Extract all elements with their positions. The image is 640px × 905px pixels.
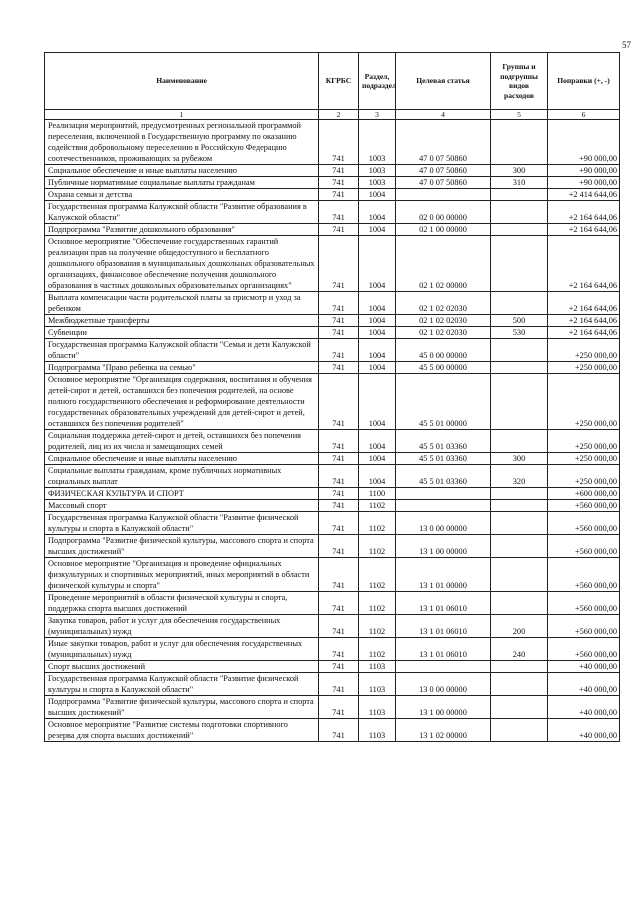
row-group-cell [491, 512, 548, 535]
row-ktrbs-cell: 741 [319, 500, 359, 512]
row-group-cell: 300 [491, 453, 548, 465]
row-ktrbs-cell: 741 [319, 430, 359, 453]
row-section-cell: 1003 [359, 165, 396, 177]
table-row [45, 315, 620, 327]
row-target-cell: 45 5 01 03360 [396, 465, 491, 488]
row-section-cell: 1102 [359, 500, 396, 512]
row-amount-cell: +250 000,00 [548, 465, 620, 488]
row-section-cell: 1004 [359, 339, 396, 362]
row-ktrbs-cell: 741 [319, 535, 359, 558]
row-section-cell: 1102 [359, 638, 396, 661]
row-section-cell: 1103 [359, 673, 396, 696]
row-section-cell: 1102 [359, 592, 396, 615]
row-name-cell: Социальная поддержка детей-сирот и детей, оставшихся без попечения родителей, лиц из их числа и замещающих семей [45, 430, 319, 453]
row-section-cell: 1003 [359, 177, 396, 189]
row-section-cell: 1004 [359, 453, 396, 465]
row-name-cell: Социальное обеспечение и иные выплаты населению [45, 453, 319, 465]
row-amount-cell: +250 000,00 [548, 362, 620, 374]
row-name-cell: Государственная программа Калужской области "Развитие образования в Калужской области" [45, 201, 319, 224]
row-ktrbs-cell: 741 [319, 327, 359, 339]
row-target-cell [396, 500, 491, 512]
row-ktrbs-cell: 741 [319, 339, 359, 362]
row-amount-cell: +90 000,00 [548, 120, 620, 165]
row-section-cell: 1004 [359, 327, 396, 339]
table-row [45, 488, 620, 500]
row-target-cell: 02 1 02 02030 [396, 315, 491, 327]
row-group-cell [491, 696, 548, 719]
row-name-cell: Государственная программа Калужской области "Развитие физической культуры и спорта в Калужской области" [45, 512, 319, 535]
row-name-cell: Выплата компенсации части родительской платы за присмотр и уход за ребенком [45, 292, 319, 315]
row-amount-cell: +2 164 644,06 [548, 327, 620, 339]
row-group-cell: 320 [491, 465, 548, 488]
row-name-cell: Основное мероприятие "Организация содержания, воспитания и обучения детей-сирот и детей, оставшихся без попечения родителей, на основе полного государственного обеспечения и реформирование деятельности государственных образовательных учреждений для детей-сирот и детей, оставшихся без попечения родителей" [45, 374, 319, 430]
row-section-cell: 1103 [359, 661, 396, 673]
row-amount-cell: +2 164 644,06 [548, 201, 620, 224]
row-target-cell: 45 5 00 00000 [396, 362, 491, 374]
row-name-cell: Основное мероприятие "Развитие системы подготовки спортивного резерва для спорта высших достижений" [45, 719, 319, 742]
row-name-cell: Спорт высших достижений [45, 661, 319, 673]
table-row [45, 453, 620, 465]
header-amendments: Поправки (+, -) [548, 53, 620, 110]
column-number: 4 [396, 110, 491, 120]
row-group-cell: 300 [491, 165, 548, 177]
row-amount-cell: +40 000,00 [548, 696, 620, 719]
row-amount-cell: +250 000,00 [548, 339, 620, 362]
table-row [45, 512, 620, 535]
row-target-cell: 13 1 02 00000 [396, 719, 491, 742]
row-group-cell [491, 362, 548, 374]
header-groups: Группы и подгруппы видов расходов [491, 53, 548, 110]
row-target-cell: 02 1 02 02030 [396, 292, 491, 315]
row-ktrbs-cell: 741 [319, 165, 359, 177]
row-amount-cell: +90 000,00 [548, 165, 620, 177]
column-number-row [45, 110, 620, 120]
row-amount-cell: +250 000,00 [548, 430, 620, 453]
row-ktrbs-cell: 741 [319, 615, 359, 638]
row-name-cell: Основное мероприятие "Обеспечение государственных гарантий реализации прав на получение общедоступного и бесплатного дошкольного образования в муниципальных дошкольных образовательных организациях, финансовое обеспечение получения дошкольного образования в частных дошкольных образовательных организациях" [45, 236, 319, 292]
row-name-cell: Государственная программа Калужской области "Семья и дети Калужской области" [45, 339, 319, 362]
row-group-cell [491, 292, 548, 315]
row-target-cell: 47 0 07 50860 [396, 165, 491, 177]
row-name-cell: Социальное обеспечение и иные выплаты населению [45, 165, 319, 177]
row-name-cell: Подпрограмма "Право ребенка на семью" [45, 362, 319, 374]
row-name-cell: Подпрограмма "Развитие физической культуры, массового спорта и спорта высших достижений" [45, 535, 319, 558]
row-group-cell [491, 500, 548, 512]
row-group-cell [491, 661, 548, 673]
row-name-cell: Государственная программа Калужской области "Развитие физической культуры и спорта в Калужской области" [45, 673, 319, 696]
budget-table [44, 52, 620, 742]
row-group-cell [491, 236, 548, 292]
row-section-cell: 1004 [359, 362, 396, 374]
header-ktrbs: КГРБС [319, 53, 359, 110]
table-row [45, 661, 620, 673]
row-amount-cell: +2 164 644,06 [548, 236, 620, 292]
row-section-cell: 1102 [359, 535, 396, 558]
row-ktrbs-cell: 741 [319, 177, 359, 189]
row-ktrbs-cell: 741 [319, 453, 359, 465]
table-row [45, 189, 620, 201]
row-target-cell: 13 0 00 00000 [396, 673, 491, 696]
row-amount-cell: +250 000,00 [548, 453, 620, 465]
row-target-cell: 47 0 07 50860 [396, 177, 491, 189]
row-group-cell [491, 673, 548, 696]
table-row [45, 224, 620, 236]
table-row [45, 673, 620, 696]
row-target-cell: 13 1 00 00000 [396, 535, 491, 558]
row-section-cell: 1004 [359, 292, 396, 315]
page-number: 57 [622, 40, 631, 50]
row-ktrbs-cell: 741 [319, 661, 359, 673]
row-amount-cell: +560 000,00 [548, 592, 620, 615]
table-row [45, 236, 620, 292]
table-row [45, 165, 620, 177]
row-ktrbs-cell: 741 [319, 696, 359, 719]
row-amount-cell: +40 000,00 [548, 719, 620, 742]
row-group-cell [491, 374, 548, 430]
column-number: 2 [319, 110, 359, 120]
header-section: Раздел, подраздел [359, 53, 396, 110]
table-row [45, 638, 620, 661]
row-group-cell [491, 189, 548, 201]
row-target-cell: 45 5 01 03360 [396, 430, 491, 453]
row-group-cell: 200 [491, 615, 548, 638]
row-name-cell: Основное мероприятие "Организация и проведение официальных физкультурных и спортивных мероприятий, иных мероприятий в области физической культуры и спорта" [45, 558, 319, 592]
row-target-cell: 45 5 01 00000 [396, 374, 491, 430]
row-group-cell [491, 535, 548, 558]
row-group-cell [491, 719, 548, 742]
row-target-cell: 45 0 00 00000 [396, 339, 491, 362]
row-name-cell: ФИЗИЧЕСКАЯ КУЛЬТУРА И СПОРТ [45, 488, 319, 500]
row-ktrbs-cell: 741 [319, 374, 359, 430]
row-target-cell [396, 189, 491, 201]
table-row [45, 339, 620, 362]
row-target-cell: 13 1 00 00000 [396, 696, 491, 719]
row-section-cell: 1100 [359, 488, 396, 500]
row-section-cell: 1004 [359, 224, 396, 236]
row-name-cell: Субвенции [45, 327, 319, 339]
row-target-cell: 47 0 07 50860 [396, 120, 491, 165]
header-target: Целевая статья [396, 53, 491, 110]
row-group-cell: 500 [491, 315, 548, 327]
row-ktrbs-cell: 741 [319, 558, 359, 592]
row-name-cell: Закупка товаров, работ и услуг для обеспечения государственных (муниципальных) нужд [45, 615, 319, 638]
row-group-cell [491, 488, 548, 500]
row-amount-cell: +560 000,00 [548, 558, 620, 592]
row-section-cell: 1102 [359, 512, 396, 535]
row-name-cell: Массовый спорт [45, 500, 319, 512]
row-target-cell: 02 1 02 00000 [396, 236, 491, 292]
row-group-cell: 310 [491, 177, 548, 189]
row-amount-cell: +2 164 644,06 [548, 224, 620, 236]
table-row [45, 374, 620, 430]
row-amount-cell: +2 164 644,06 [548, 292, 620, 315]
row-ktrbs-cell: 741 [319, 638, 359, 661]
row-amount-cell: +90 000,00 [548, 177, 620, 189]
row-ktrbs-cell: 741 [319, 315, 359, 327]
table-row [45, 362, 620, 374]
table-row [45, 120, 620, 165]
row-amount-cell: +2 164 644,06 [548, 315, 620, 327]
row-target-cell: 02 1 02 02030 [396, 327, 491, 339]
table-row [45, 535, 620, 558]
row-ktrbs-cell: 741 [319, 465, 359, 488]
row-amount-cell: +560 000,00 [548, 512, 620, 535]
row-section-cell: 1102 [359, 558, 396, 592]
row-ktrbs-cell: 741 [319, 120, 359, 165]
row-amount-cell: +560 000,00 [548, 638, 620, 661]
row-target-cell: 13 1 01 00000 [396, 558, 491, 592]
row-amount-cell: +40 000,00 [548, 661, 620, 673]
row-ktrbs-cell: 741 [319, 189, 359, 201]
row-name-cell: Социальные выплаты гражданам, кроме публичных нормативных социальных выплат [45, 465, 319, 488]
row-group-cell [491, 120, 548, 165]
row-section-cell: 1004 [359, 315, 396, 327]
row-ktrbs-cell: 741 [319, 201, 359, 224]
row-name-cell: Реализация мероприятий, предусмотренных региональной программой переселения, включенной в Государственную программу по оказанию содействия добровольному переселению в Российскую Федерацию соотечественников, проживающих за рубежом [45, 120, 319, 165]
row-ktrbs-cell: 741 [319, 592, 359, 615]
row-target-cell: 02 1 00 00000 [396, 224, 491, 236]
row-target-cell [396, 661, 491, 673]
row-group-cell [491, 201, 548, 224]
row-section-cell: 1003 [359, 120, 396, 165]
column-number: 3 [359, 110, 396, 120]
table-row [45, 292, 620, 315]
table-row [45, 500, 620, 512]
row-section-cell: 1102 [359, 615, 396, 638]
row-amount-cell: +40 000,00 [548, 673, 620, 696]
row-ktrbs-cell: 741 [319, 719, 359, 742]
row-amount-cell: +600 000,00 [548, 488, 620, 500]
row-name-cell: Публичные нормативные социальные выплаты гражданам [45, 177, 319, 189]
row-ktrbs-cell: 741 [319, 292, 359, 315]
row-section-cell: 1004 [359, 189, 396, 201]
row-ktrbs-cell: 741 [319, 488, 359, 500]
row-section-cell: 1004 [359, 201, 396, 224]
row-target-cell: 13 1 01 06010 [396, 615, 491, 638]
row-ktrbs-cell: 741 [319, 236, 359, 292]
column-number: 6 [548, 110, 620, 120]
row-group-cell [491, 558, 548, 592]
row-group-cell [491, 224, 548, 236]
row-section-cell: 1004 [359, 465, 396, 488]
row-name-cell: Проведение мероприятий в области физической культуры и спорта, поддержка спорта высших достижений [45, 592, 319, 615]
table-row [45, 201, 620, 224]
table-row [45, 430, 620, 453]
row-section-cell: 1004 [359, 374, 396, 430]
row-group-cell [491, 592, 548, 615]
row-name-cell: Межбюджетные трансферты [45, 315, 319, 327]
table-row [45, 177, 620, 189]
row-group-cell [491, 430, 548, 453]
row-name-cell: Подпрограмма "Развитие физической культуры, массового спорта и спорта высших достижений" [45, 696, 319, 719]
row-target-cell: 13 0 00 00000 [396, 512, 491, 535]
row-amount-cell: +560 000,00 [548, 615, 620, 638]
column-number: 1 [45, 110, 319, 120]
row-ktrbs-cell: 741 [319, 362, 359, 374]
row-section-cell: 1004 [359, 430, 396, 453]
table-row [45, 327, 620, 339]
row-section-cell: 1103 [359, 696, 396, 719]
row-name-cell: Иные закупки товаров, работ и услуг для обеспечения государственных (муниципальных) нужд [45, 638, 319, 661]
table-row [45, 696, 620, 719]
row-target-cell: 45 5 01 03360 [396, 453, 491, 465]
row-target-cell: 02 0 00 00000 [396, 201, 491, 224]
row-group-cell: 530 [491, 327, 548, 339]
row-group-cell: 240 [491, 638, 548, 661]
header-row [45, 53, 620, 110]
row-group-cell [491, 339, 548, 362]
row-target-cell [396, 488, 491, 500]
table-row [45, 719, 620, 742]
row-name-cell: Охрана семьи и детства [45, 189, 319, 201]
row-amount-cell: +560 000,00 [548, 535, 620, 558]
table-row [45, 592, 620, 615]
header-name: Наименование [45, 53, 319, 110]
row-amount-cell: +560 000,00 [548, 500, 620, 512]
row-ktrbs-cell: 741 [319, 673, 359, 696]
row-ktrbs-cell: 741 [319, 224, 359, 236]
row-ktrbs-cell: 741 [319, 512, 359, 535]
table-row [45, 558, 620, 592]
row-name-cell: Подпрограмма "Развитие дошкольного образования" [45, 224, 319, 236]
table-row [45, 465, 620, 488]
table-row [45, 615, 620, 638]
row-amount-cell: +250 000,00 [548, 374, 620, 430]
row-target-cell: 13 1 01 06010 [396, 592, 491, 615]
row-section-cell: 1103 [359, 719, 396, 742]
column-number: 5 [491, 110, 548, 120]
row-section-cell: 1004 [359, 236, 396, 292]
row-amount-cell: +2 414 644,06 [548, 189, 620, 201]
row-target-cell: 13 1 01 06010 [396, 638, 491, 661]
